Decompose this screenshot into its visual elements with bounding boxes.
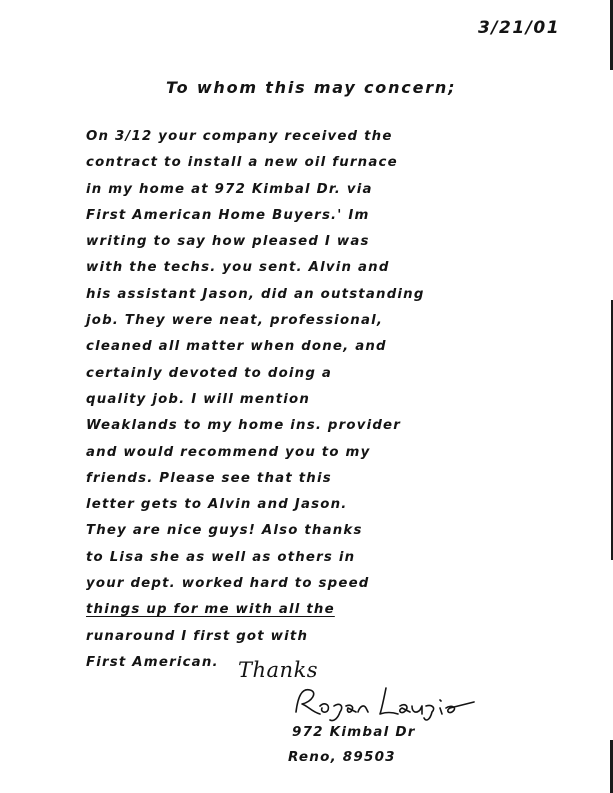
body-line: with the techs. you sent. Alvin and bbox=[86, 260, 390, 276]
body-line: Weaklands to my home ins. provider bbox=[86, 418, 402, 434]
body-line: First American Home Buyers.' Im bbox=[86, 207, 370, 223]
body-line: First American. bbox=[86, 654, 219, 670]
body-line: letter gets to Alvin and Jason. bbox=[86, 497, 348, 513]
address-line-2: Reno, 89503 bbox=[288, 749, 396, 765]
body-line: contract to install a new oil furnace bbox=[86, 155, 398, 171]
body-line: things up for me with all the bbox=[86, 602, 335, 618]
body-line: quality job. I will mention bbox=[86, 391, 311, 407]
address-line-1: 972 Kimbal Dr bbox=[292, 724, 416, 740]
letter-salutation: To whom this may concern; bbox=[166, 78, 457, 97]
body-line: runaround I first got with bbox=[86, 628, 309, 644]
body-line: writing to say how pleased I was bbox=[86, 234, 370, 250]
body-line: his assistant Jason, did an outstanding bbox=[86, 286, 425, 302]
body-line: in my home at 972 Kimbal Dr. via bbox=[86, 181, 373, 197]
handwritten-signature bbox=[290, 682, 480, 722]
body-line: certainly devoted to doing a bbox=[86, 365, 333, 381]
body-line: cleaned all matter when done, and bbox=[86, 339, 387, 355]
body-line: your dept. worked hard to speed bbox=[86, 576, 370, 592]
body-line: job. They were neat, professional, bbox=[86, 313, 384, 329]
letter-closing: Thanks bbox=[238, 658, 319, 682]
letter-date: 3/21/01 bbox=[478, 18, 561, 38]
letter-body bbox=[86, 124, 586, 676]
body-line: They are nice guys! Also thanks bbox=[86, 523, 363, 539]
body-line: friends. Please see that this bbox=[86, 470, 332, 486]
body-line: On 3/12 your company received the bbox=[86, 129, 393, 144]
body-line: and would recommend you to my bbox=[86, 444, 371, 460]
body-line: to Lisa she as well as others in bbox=[86, 549, 356, 565]
